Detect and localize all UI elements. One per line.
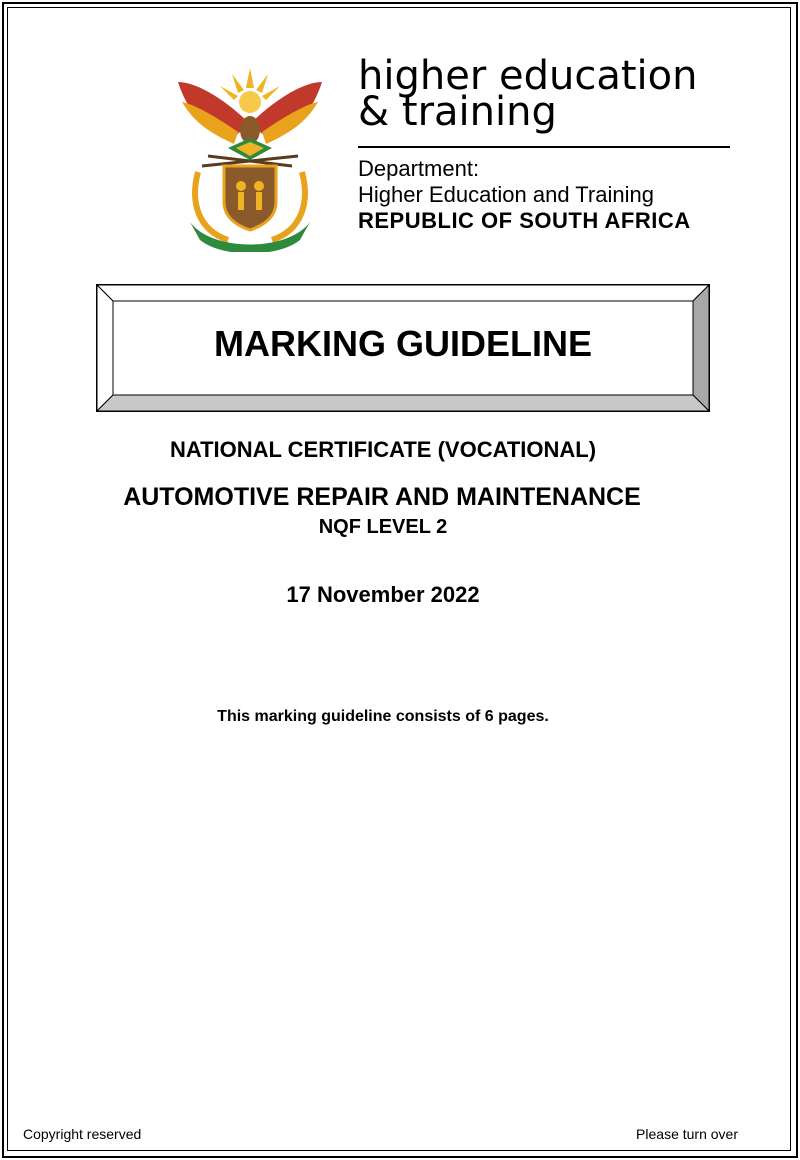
nqf-level: NQF LEVEL 2 xyxy=(318,516,448,538)
coat-of-arms-emblem xyxy=(168,62,332,252)
certificate-heading: NATIONAL CERTIFICATE (VOCATIONAL) xyxy=(169,437,597,462)
country-name: REPUBLIC OF SOUTH AFRICA xyxy=(358,208,691,233)
brand-line-1: higher education xyxy=(358,53,698,99)
department-text xyxy=(358,156,748,234)
department-label: Department: xyxy=(358,156,480,181)
coat-of-arms-icon xyxy=(168,62,332,252)
brand-line-2: & training xyxy=(358,89,557,135)
footer-copyright: Copyright reserved xyxy=(23,1126,142,1142)
page-count-note: This marking guideline consists of 6 pages. xyxy=(217,708,549,725)
document-title: MARKING GUIDELINE xyxy=(214,323,592,364)
subject-heading: AUTOMOTIVE REPAIR AND MAINTENANCE xyxy=(123,483,641,511)
department-branding xyxy=(358,53,738,135)
department-name: Higher Education and Training xyxy=(358,182,654,207)
brand-divider xyxy=(358,146,730,148)
footer-turn-over: Please turn over xyxy=(636,1126,738,1142)
exam-date: 17 November 2022 xyxy=(286,582,480,607)
